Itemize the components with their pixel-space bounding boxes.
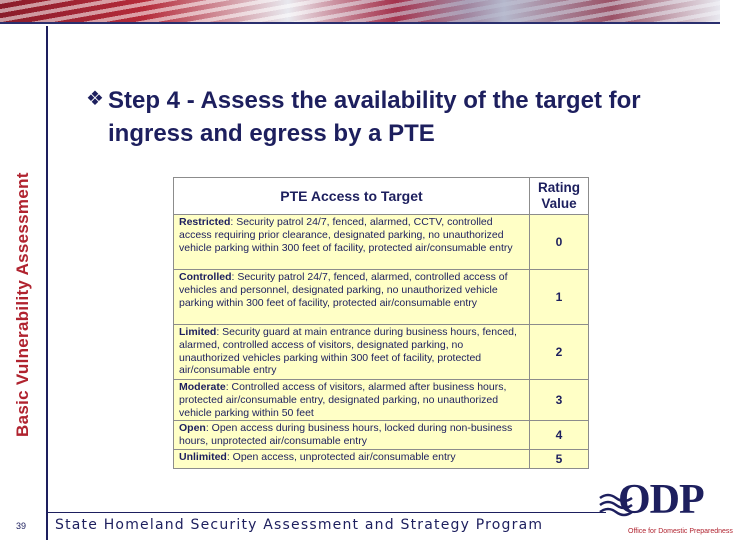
slide-number: 39 xyxy=(16,521,27,531)
access-criteria: : Security patrol 24/7, fenced, alarmed, controlled access of vehicles and personnel, designated parking, no unauthorized vehicle parking within 300 feet of facility, protected air/consumable entry xyxy=(179,271,508,309)
table-row xyxy=(174,380,589,421)
row-description xyxy=(174,325,530,380)
table-row xyxy=(174,270,589,325)
row-description xyxy=(174,450,530,469)
rating-value: 0 xyxy=(530,215,589,270)
rating-value: 3 xyxy=(530,380,589,421)
footer-divider xyxy=(46,512,606,513)
access-criteria: : Controlled access of visitors, alarmed after business hours, protected air/consumable entry, designated parking, no unauthorized vehicle parking within 50 feet xyxy=(179,381,507,419)
rating-value: 1 xyxy=(530,270,589,325)
table-row xyxy=(174,421,589,450)
logo-subtitle: Office for Domestic Preparedness xyxy=(628,528,733,535)
logo-mark: ODP xyxy=(618,477,704,523)
table-header-row xyxy=(174,178,589,215)
flag-banner xyxy=(0,0,720,22)
table-row xyxy=(174,215,589,270)
table-row xyxy=(174,325,589,380)
access-level: Restricted xyxy=(179,216,231,228)
access-level: Limited xyxy=(179,326,217,338)
row-description xyxy=(174,270,530,325)
access-level: Moderate xyxy=(179,381,226,393)
row-description xyxy=(174,380,530,421)
header-description: PTE Access to Target xyxy=(174,178,530,215)
access-criteria: : Security patrol 24/7, fenced, alarmed, CCTV, controlled access requiring prior clearance, designated parking, no unauthorized vehicle parking within 300 feet of facility, protected air/consumable entry xyxy=(179,216,513,254)
flag-stars xyxy=(300,0,720,22)
rating-value: 4 xyxy=(530,421,589,450)
pte-access-table xyxy=(173,177,589,469)
access-level: Controlled xyxy=(179,271,232,283)
access-criteria: : Open access, unprotected air/consumable entry xyxy=(226,451,456,464)
page-title: Step 4 - Assess the availability of the target for ingress and egress by a PTE xyxy=(108,87,641,147)
row-description xyxy=(174,421,530,450)
header-rating: Rating Value xyxy=(530,178,589,215)
rating-value: 5 xyxy=(530,450,589,469)
access-level: Open xyxy=(179,422,206,435)
footer-program: State Homeland Security Assessment and Strategy Program xyxy=(55,517,544,533)
access-criteria: : Security guard at main entrance during business hours, fenced, alarmed, controlled access of visitors, designated parking, no unauthorized vehicles parking within 300 feet of facility, protected air/consumable entry xyxy=(179,326,517,377)
bullet-icon: ❖ xyxy=(86,88,104,110)
access-level: Unlimited xyxy=(179,451,227,464)
odp-logo xyxy=(598,477,733,540)
access-criteria: : Open access during business hours, locked during non-business hours, unprotected air/consumable entry xyxy=(179,422,513,448)
row-description xyxy=(174,215,530,270)
rating-value: 2 xyxy=(530,325,589,380)
table-row xyxy=(174,450,589,469)
left-divider xyxy=(46,26,48,540)
sidebar-title: Basic Vulnerability Assessment xyxy=(13,172,32,437)
banner-divider xyxy=(0,22,720,24)
